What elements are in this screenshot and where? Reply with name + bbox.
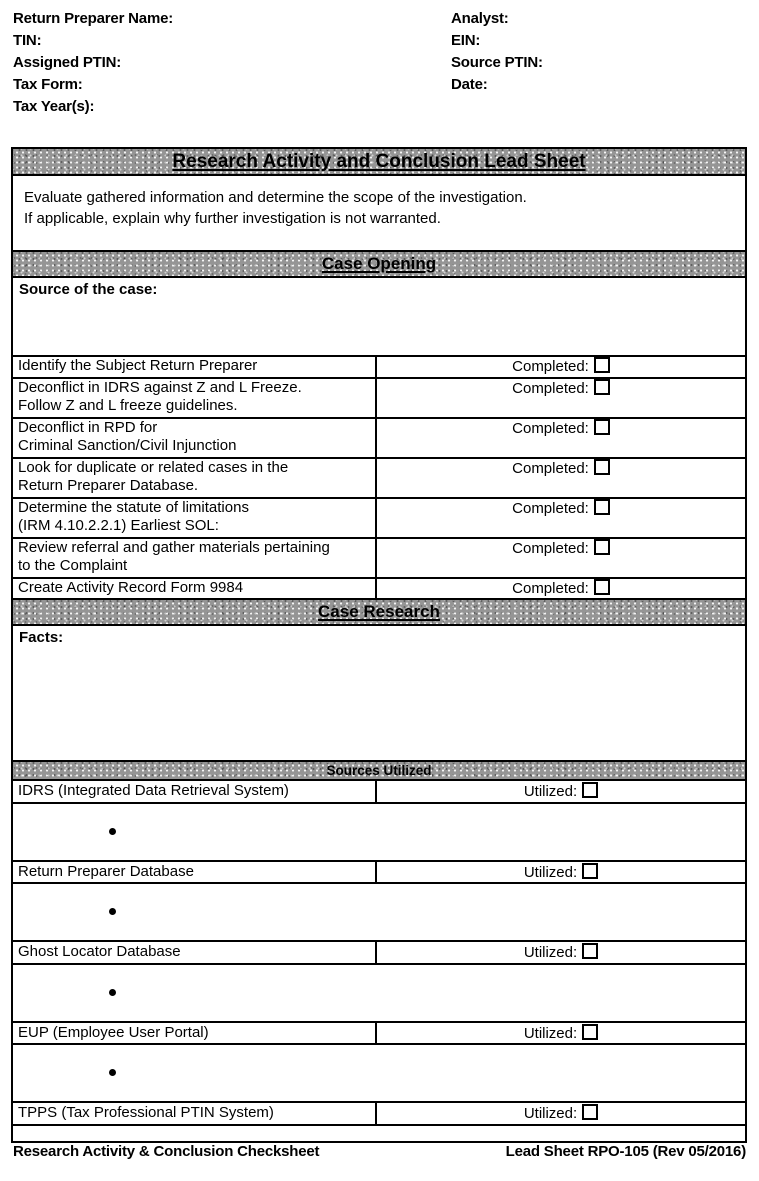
footer-left-text: Research Activity & Conclusion Checksheet: [13, 1143, 320, 1160]
case-research-title: Case Research: [318, 602, 440, 621]
header-fields-right: [451, 8, 749, 118]
completed-checkbox[interactable]: [594, 379, 610, 395]
sheet-title: Research Activity and Conclusion Lead Sheet: [172, 150, 586, 172]
source-notes-cell: [13, 882, 745, 940]
task-text-line: Identify the Subject Return Preparer: [18, 357, 258, 374]
utilized-checkbox[interactable]: [582, 863, 598, 879]
task-description: [13, 539, 377, 577]
completed-checkbox[interactable]: [594, 539, 610, 555]
bullet-icon: [109, 1069, 116, 1076]
footer: [13, 1143, 746, 1160]
source-name: EUP (Employee User Portal): [13, 1023, 377, 1044]
task-description: [13, 579, 377, 599]
task-row: [13, 417, 745, 457]
utilized-checkbox[interactable]: [582, 1104, 598, 1120]
bullet-icon: [109, 908, 116, 915]
section-header-sources-utilized: [13, 760, 745, 779]
source-notes-cell: [13, 963, 745, 1021]
completed-checkbox[interactable]: [594, 579, 610, 595]
source-name: Ghost Locator Database: [13, 942, 377, 963]
empty-cell: [13, 1124, 745, 1141]
source-note-input[interactable]: [123, 1053, 737, 1093]
task-description: [13, 459, 377, 497]
facts-label: Facts:: [19, 629, 64, 646]
sources-utilized-title: Sources Utilized: [326, 763, 432, 778]
source-note-input[interactable]: [123, 973, 737, 1013]
intro-line: If applicable, explain why further investigation is not warranted.: [24, 210, 441, 227]
sheet-title-bar: [13, 149, 745, 174]
task-description: [13, 379, 377, 417]
field-label-analyst: Analyst:: [451, 10, 509, 27]
source-name: Return Preparer Database: [13, 862, 377, 883]
completed-checkbox[interactable]: [594, 459, 610, 475]
source-row: [13, 860, 745, 883]
bullet-icon: [109, 828, 116, 835]
task-description: [13, 357, 377, 377]
source-of-case-input[interactable]: [19, 299, 739, 352]
source-utilized-cell: [377, 1103, 745, 1124]
utilized-checkbox[interactable]: [582, 782, 598, 798]
source-utilized-cell: [377, 781, 745, 802]
source-row: [13, 779, 745, 802]
completed-checkbox[interactable]: [594, 357, 610, 373]
completed-checkbox[interactable]: [594, 419, 610, 435]
task-text-line: Create Activity Record Form 9984: [18, 578, 244, 596]
bullet-icon: [109, 989, 116, 996]
source-name: IDRS (Integrated Data Retrieval System): [13, 781, 377, 802]
section-header-case-opening: [13, 250, 745, 276]
intro-line: Evaluate gathered information and determine the scope of the investigation.: [24, 189, 527, 206]
completed-label: Completed:: [512, 499, 589, 517]
task-text-line: Review referral and gather materials pertaining: [18, 538, 330, 556]
task-description: [13, 419, 377, 457]
task-text-line: Deconflict in RPD for: [18, 418, 158, 436]
task-row: [13, 497, 745, 537]
utilized-label: Utilized:: [523, 863, 578, 881]
field-label-source-ptin: Source PTIN:: [451, 54, 543, 71]
case-opening-title: Case Opening: [321, 254, 437, 273]
task-completed-cell: [377, 539, 745, 577]
utilized-label: Utilized:: [523, 1024, 578, 1042]
section-header-case-research: [13, 598, 745, 624]
facts-input[interactable]: [19, 647, 739, 739]
task-completed-cell: [377, 459, 745, 497]
task-text-line: Criminal Sanction/Civil Injunction: [18, 437, 237, 454]
task-row: [13, 457, 745, 497]
source-row: [13, 940, 745, 963]
header-fields: [13, 8, 749, 118]
completed-checkbox[interactable]: [594, 499, 610, 515]
source-utilized-cell: [377, 942, 745, 963]
source-utilized-cell: [377, 862, 745, 883]
task-row: [13, 537, 745, 577]
completed-label: Completed:: [512, 379, 589, 397]
completed-label: Completed:: [512, 358, 589, 375]
utilized-checkbox[interactable]: [582, 1024, 598, 1040]
lead-sheet-table: [11, 147, 747, 1143]
task-row: [13, 355, 745, 377]
field-label-assigned-ptin: Assigned PTIN:: [13, 54, 122, 71]
task-text-line: Determine the statute of limitations: [18, 498, 249, 516]
header-fields-left: [13, 8, 451, 118]
completed-label: Completed:: [512, 579, 589, 597]
field-label-tax-form: Tax Form:: [13, 76, 83, 93]
field-label-tin: TIN:: [13, 32, 42, 49]
task-completed-cell: [377, 379, 745, 417]
utilized-label: Utilized:: [523, 1105, 578, 1122]
source-notes-cell: [13, 1043, 745, 1101]
source-note-input[interactable]: [123, 892, 737, 932]
task-text-line: Deconflict in IDRS against Z and L Freeze.: [18, 378, 302, 396]
source-name: TPPS (Tax Professional PTIN System): [13, 1103, 377, 1124]
task-text-line: to the Complaint: [18, 557, 128, 574]
source-row: [13, 1021, 745, 1044]
source-of-case-label: Source of the case:: [19, 281, 158, 298]
footer-right-text: Lead Sheet RPO-105 (Rev 05/2016): [505, 1143, 746, 1160]
source-row: [13, 1101, 745, 1124]
task-completed-cell: [377, 419, 745, 457]
intro-cell: [13, 174, 745, 250]
task-row: [13, 577, 745, 599]
source-note-input[interactable]: [123, 812, 737, 852]
task-description: [13, 499, 377, 537]
completed-label: Completed:: [512, 419, 589, 437]
task-text-line: Look for duplicate or related cases in the: [18, 458, 289, 476]
task-text-line: Follow Z and L freeze guidelines.: [18, 397, 238, 414]
task-row: [13, 377, 745, 417]
field-label-return-preparer-name: Return Preparer Name:: [13, 10, 174, 27]
source-utilized-cell: [377, 1023, 745, 1044]
task-text-line: (IRM 4.10.2.2.1) Earliest SOL:: [18, 517, 219, 534]
utilized-label: Utilized:: [523, 783, 578, 800]
source-notes-cell: [13, 802, 745, 860]
utilized-label: Utilized:: [523, 944, 578, 961]
utilized-checkbox[interactable]: [582, 943, 598, 959]
facts-cell: [13, 624, 745, 760]
source-of-case-cell: [13, 276, 745, 355]
completed-label: Completed:: [512, 539, 589, 557]
task-completed-cell: [377, 579, 745, 599]
task-text-line: Return Preparer Database.: [18, 477, 199, 494]
field-label-tax-years: Tax Year(s):: [13, 98, 95, 115]
task-completed-cell: [377, 499, 745, 537]
task-completed-cell: [377, 357, 745, 377]
completed-label: Completed:: [512, 459, 589, 477]
field-label-ein: EIN:: [451, 32, 481, 49]
field-label-date: Date:: [451, 76, 488, 93]
